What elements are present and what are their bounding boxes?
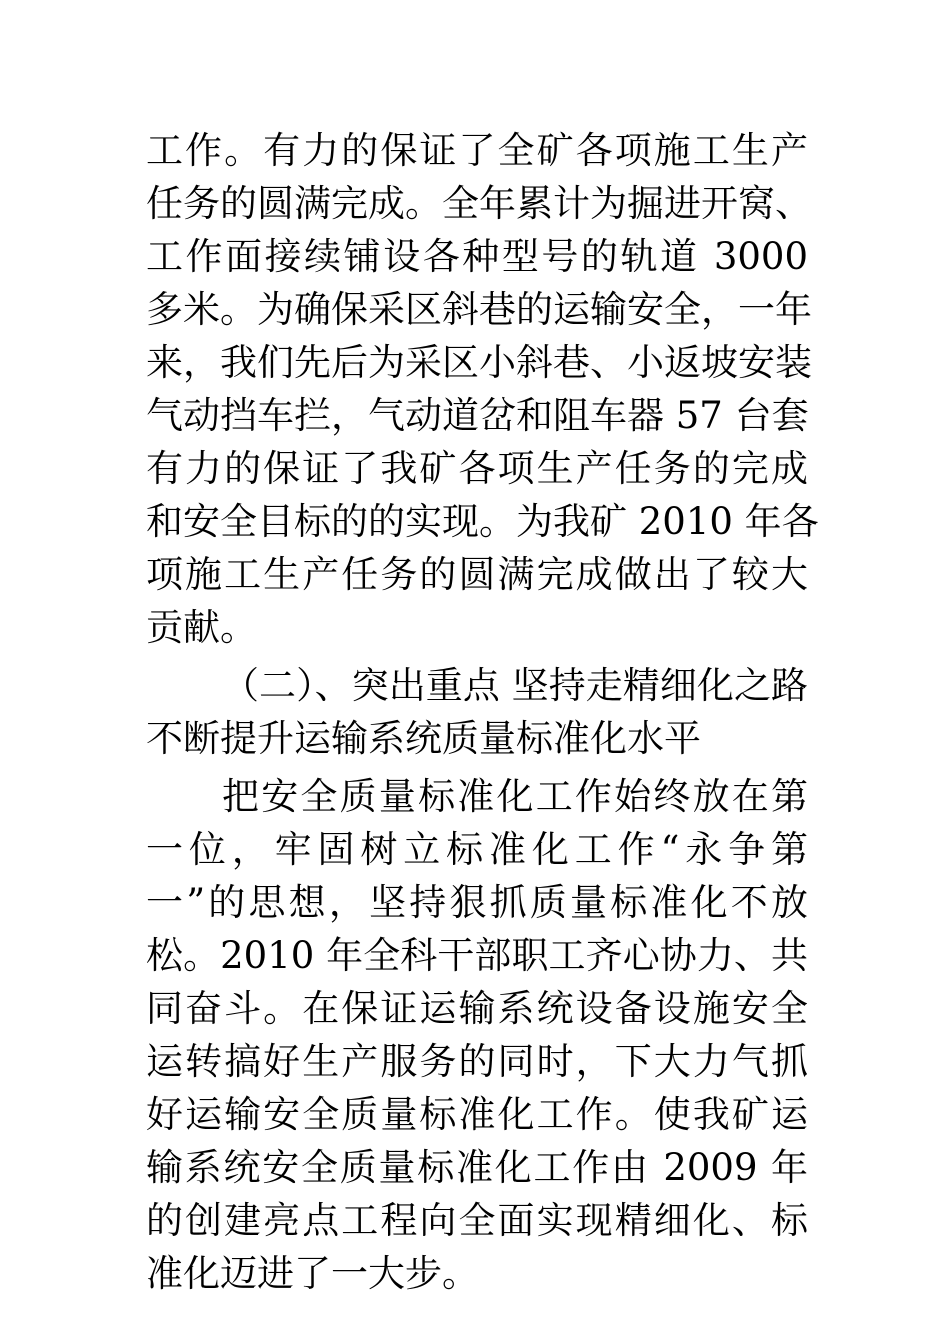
text-line: 任务的圆满完成。全年累计为掘进开窝、 bbox=[146, 182, 812, 225]
text-line: 一位，牢固树立标准化工作“永争第 bbox=[146, 828, 808, 871]
text-line: 来，我们先后为采区小斜巷、小返坡安装 bbox=[146, 341, 812, 384]
text-line: 输系统安全质量标准化工作由 2009 年 bbox=[146, 1146, 808, 1189]
text-line: 有力的保证了我矿各项生产任务的完成 bbox=[146, 447, 808, 490]
text-line: 的创建亮点工程向全面实现精细化、标 bbox=[146, 1199, 808, 1242]
text-line: 运转搞好生产服务的同时，下大力气抓 bbox=[146, 1040, 808, 1083]
document-body bbox=[146, 124, 819, 1300]
section-heading bbox=[146, 659, 808, 765]
paragraph-transport-achievements bbox=[146, 124, 819, 654]
text-line: 多米。为确保采区斜巷的运输安全，一年 bbox=[146, 288, 812, 331]
text-line: 好运输安全质量标准化工作。使我矿运 bbox=[146, 1093, 808, 1136]
text-line: 工作。有力的保证了全矿各项施工生产 bbox=[146, 129, 808, 172]
text-line: 同奋斗。在保证运输系统设备设施安全 bbox=[146, 987, 808, 1030]
heading-line: （二）、突出重点 坚持走精细化之路 bbox=[222, 664, 808, 707]
text-line: 松。2010 年全科干部职工齐心协力、共 bbox=[146, 934, 808, 977]
heading-line: 不断提升运输系统质量标准化水平 bbox=[146, 717, 701, 760]
paragraph-quality-standardization bbox=[146, 770, 808, 1300]
text-line: 准化迈进了一大步。 bbox=[146, 1252, 479, 1295]
text-line: 项施工生产任务的圆满完成做出了较大 bbox=[146, 553, 808, 596]
text-line: 工作面接续铺设各种型号的轨道 3000 bbox=[146, 235, 808, 278]
text-line: 把安全质量标准化工作始终放在第 bbox=[222, 775, 808, 818]
text-line: 贡献。 bbox=[146, 606, 257, 649]
text-line: 一”的思想，坚持狠抓质量标准化不放 bbox=[146, 881, 808, 924]
text-line: 气动挡车拦，气动道岔和阻车器 57 台套 bbox=[146, 394, 809, 437]
text-line: 和安全目标的的实现。为我矿 2010 年各 bbox=[146, 500, 819, 543]
